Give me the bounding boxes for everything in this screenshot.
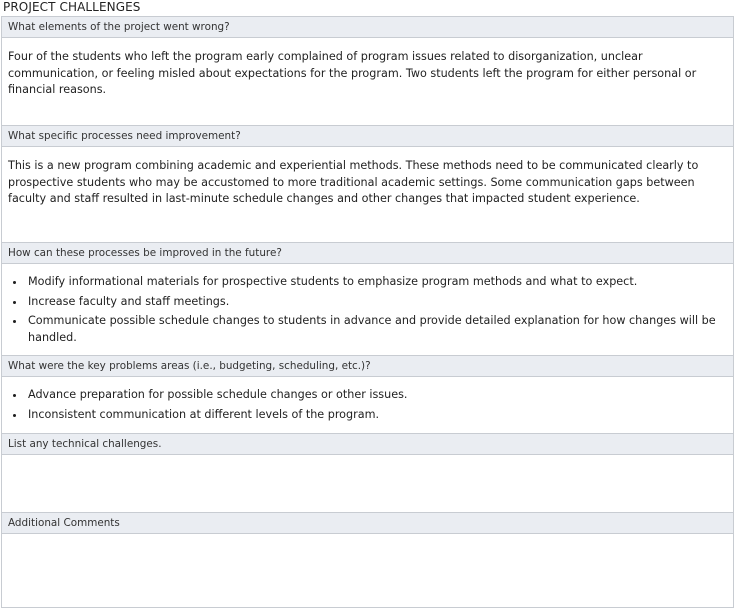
answer-field[interactable] [2, 534, 734, 608]
question-row [2, 243, 734, 264]
answer-row [2, 147, 734, 243]
answer-row [2, 377, 734, 434]
answer-field[interactable] [2, 455, 734, 513]
list-item: • Advance preparation for possible schedule changes or other issues. [26, 387, 727, 404]
question-row [2, 356, 734, 377]
list-item: • Inconsistent communication at different levels of the program. [26, 407, 727, 424]
answer-row [2, 38, 734, 126]
answer-row [2, 455, 734, 513]
question-label: How can these processes be improved in the future? [2, 243, 734, 264]
answer-row [2, 264, 734, 356]
answer-row [2, 534, 734, 608]
question-label: List any technical challenges. [2, 434, 734, 455]
question-row [2, 513, 734, 534]
answer-field[interactable] [2, 264, 734, 356]
question-row [2, 126, 734, 147]
question-row [2, 434, 734, 455]
list-item: • Communicate possible schedule changes to students in advance and provide detailed explanation for how changes will be handled. [26, 313, 727, 346]
question-label: What were the key problems areas (i.e., budgeting, scheduling, etc.)? [2, 356, 734, 377]
question-label: Additional Comments [2, 513, 734, 534]
page-title: PROJECT CHALLENGES [3, 0, 141, 14]
question-label: What specific processes need improvement? [2, 126, 734, 147]
bullet-list [8, 377, 727, 432]
list-item: • Modify informational materials for prospective students to emphasize program methods and what to expect. [26, 274, 727, 291]
question-row [2, 17, 734, 38]
bullet-list [8, 264, 727, 355]
list-item: • Increase faculty and staff meetings. [26, 294, 727, 311]
answer-field[interactable]: Four of the students who left the program early complained of program issues related to disorganization, unclear communication, or feeling misled about expectations for the program. Two students left the program for either personal or financial reasons. [2, 38, 734, 126]
answer-field[interactable] [2, 377, 734, 434]
challenges-table [1, 16, 734, 608]
answer-field[interactable]: This is a new program combining academic and experiential methods. These methods need to be communicated clearly to prospective students who may be accustomed to more traditional academic settings. Some communication gaps between faculty and staff resulted in last-minute schedule changes and other changes that impacted student experience. [2, 147, 734, 243]
question-label: What elements of the project went wrong? [2, 17, 734, 38]
